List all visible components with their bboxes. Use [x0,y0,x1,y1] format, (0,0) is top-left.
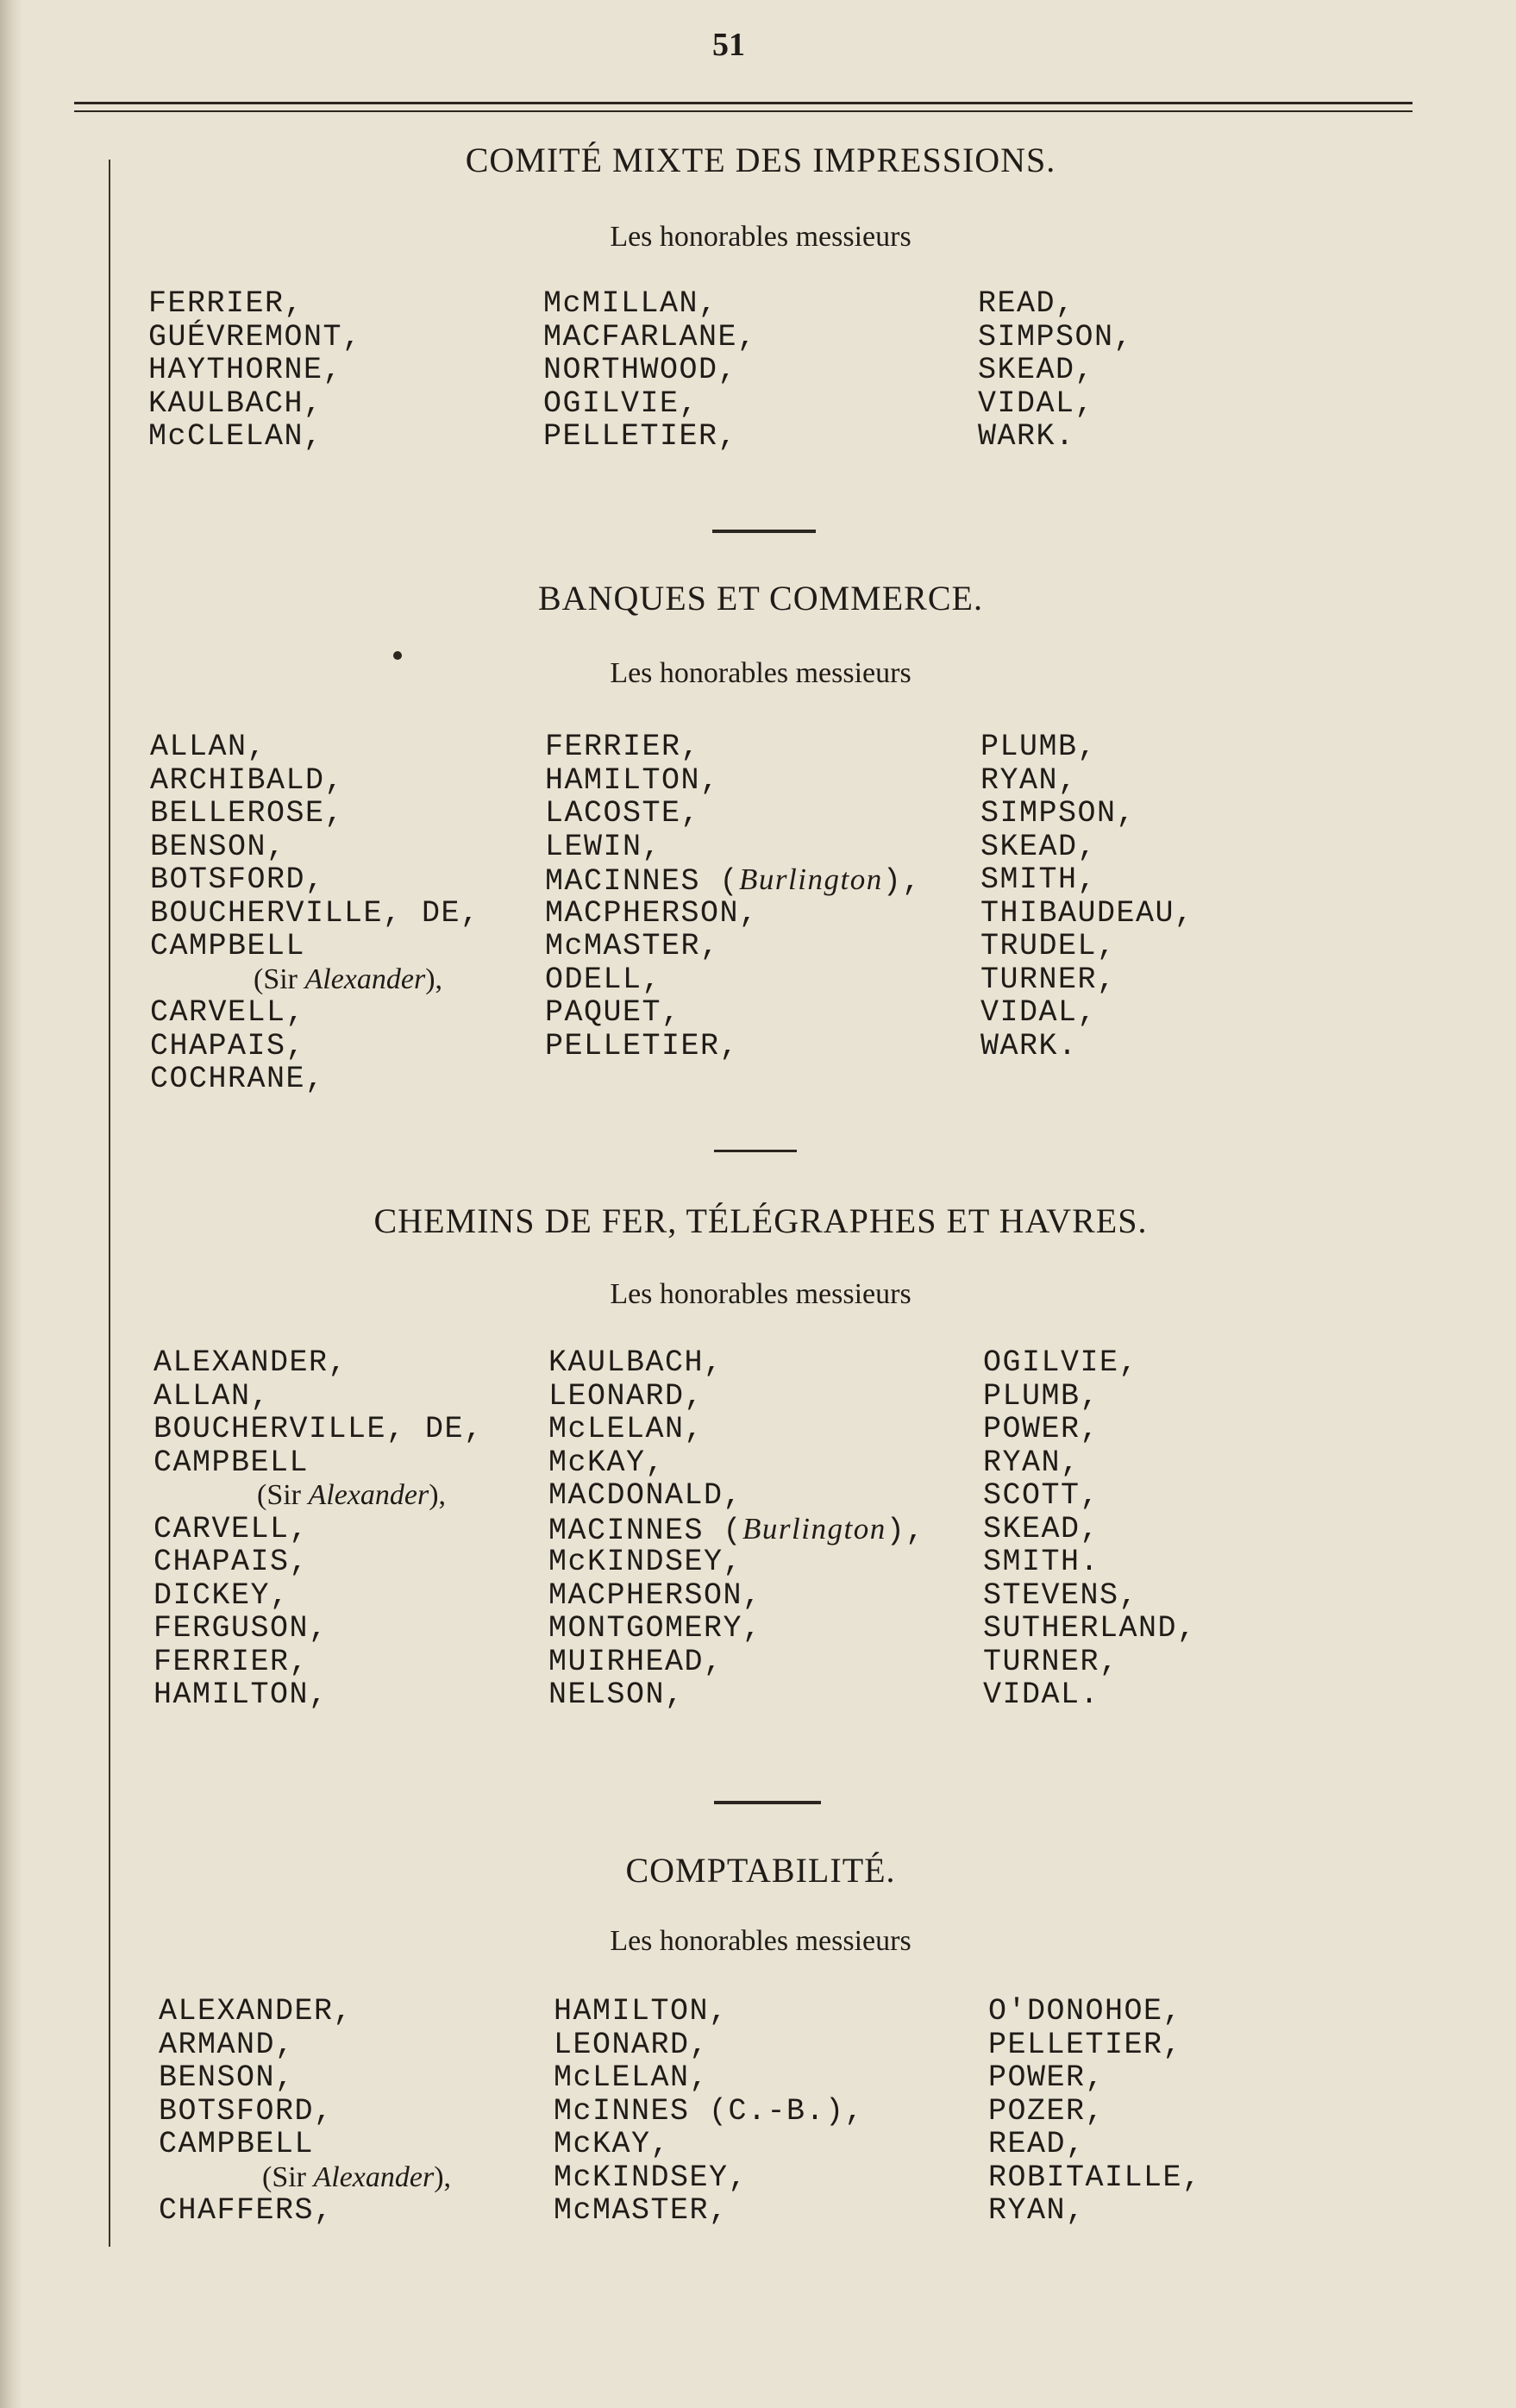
member-name: SIMPSON, [978,319,1134,354]
header-rule [74,102,1413,104]
member-name: PLUMB, [980,730,1098,764]
member-name: KAULBACH, [148,386,323,421]
member-name: McINNES (C.-B.), [554,2093,865,2129]
member-name: SMITH. [983,1545,1100,1579]
member-name: CAMPBELL [150,929,306,963]
member-name: TURNER, [980,962,1117,997]
comptabilite-column-3 [988,1995,1202,2228]
member-name: WARK. [978,419,1075,454]
member-name: PAQUET, [545,995,681,1030]
member-name: PELLETIER, [543,419,738,454]
member-name: MACFARLANE, [543,319,757,354]
section-divider [712,530,816,533]
member-name: VIDAL, [978,386,1095,421]
member-name: BOTSFORD, [150,862,325,897]
member-name: FERGUSON, [153,1611,329,1646]
member-name: LEWIN, [545,829,662,864]
member-name: MACINNES (Burlington), [545,862,922,899]
member-name: VIDAL. [983,1677,1100,1712]
member-name: HAMILTON, [554,1994,729,2029]
member-name: OGILVIE, [543,386,699,421]
section-subtitle-chemins-de-fer: Les honorables messieurs [610,1278,911,1310]
member-name: BENSON, [150,829,286,864]
comptabilite-column-2 [554,1995,864,2228]
member-name: ROBITAILLE, [988,2160,1202,2195]
member-name: CHAPAIS, [150,1028,306,1063]
member-name: BOUCHERVILLE, DE, [150,895,480,931]
member-name: CAMPBELL [159,2127,315,2161]
member-name: SMITH, [980,862,1098,897]
member-name: TRUDEL, [980,929,1117,963]
member-name: THIBAUDEAU, [980,895,1194,931]
member-name: STEVENS, [983,1577,1139,1613]
member-name: ARMAND, [159,2027,295,2062]
member-name: McLELAN, [554,2060,710,2095]
member-name: SIMPSON, [980,796,1137,831]
member-name: McKAY, [548,1445,666,1480]
chemins-column-1 [153,1346,484,1712]
member-name: ALLAN, [150,730,267,764]
member-name: BENSON, [159,2060,295,2095]
member-name: ALLAN, [153,1378,271,1414]
member-name: McLELAN, [548,1412,705,1446]
section-subtitle-comptabilite: Les honorables messieurs [610,1925,911,1957]
page-number: 51 [712,27,745,63]
member-name: (Sir Alexander), [257,1479,447,1511]
member-name: LEONARD, [548,1378,705,1414]
member-name: CAMPBELL [153,1445,310,1480]
member-name: SCOTT, [983,1478,1100,1513]
section-divider [714,1150,797,1152]
member-name: SKEAD, [983,1511,1100,1546]
member-name: VIDAL, [980,995,1098,1030]
member-name: MONTGOMERY, [548,1611,762,1646]
member-name: HAMILTON, [545,762,720,798]
section-subtitle-impressions: Les honorables messieurs [610,221,911,253]
member-name: RYAN, [980,762,1078,798]
member-name: WARK. [980,1028,1078,1063]
member-name: BOTSFORD, [159,2093,334,2129]
member-name: CARVELL, [153,1511,310,1546]
section-title-comptabilite: COMPTABILITÉ. [625,1851,896,1890]
chemins-column-2 [548,1346,925,1712]
member-name: PLUMB, [983,1378,1100,1414]
member-name: LEONARD, [554,2027,710,2062]
member-name: SKEAD, [978,353,1095,387]
chemins-column-3 [983,1346,1197,1712]
member-name: HAYTHORNE, [148,353,343,387]
member-name: MACPHERSON, [548,1577,762,1613]
member-name: NORTHWOOD, [543,353,738,387]
impressions-column-2 [543,287,757,454]
member-name: McKINDSEY, [548,1545,743,1579]
banques-column-3 [980,731,1194,1063]
impressions-column-3 [978,287,1133,454]
member-name: McMILLAN, [543,286,718,321]
member-name: McCLELAN, [148,419,323,454]
member-name: COCHRANE, [150,1062,325,1096]
member-name: READ, [988,2127,1086,2161]
banques-column-1 [150,731,480,1096]
section-title-chemins-de-fer: CHEMINS DE FER, TÉLÉGRAPHES ET HAVRES. [373,1201,1148,1240]
member-name: ARCHIBALD, [150,762,345,798]
member-name: FERRIER, [153,1644,310,1679]
section-subtitle-banques: Les honorables messieurs [610,657,911,689]
member-name: PELLETIER, [988,2027,1183,2062]
member-name: (Sir Alexander), [262,2160,452,2193]
member-name: POZER, [988,2093,1106,2129]
member-name: CARVELL, [150,995,306,1030]
member-name: GUÉVREMONT, [148,319,362,354]
banques-column-2 [545,731,922,1063]
impressions-column-1 [148,287,362,454]
member-name: POWER, [983,1412,1100,1446]
member-name: FERRIER, [148,286,304,321]
section-title-impressions: COMITÉ MIXTE DES IMPRESSIONS. [465,141,1056,179]
member-name: LACOSTE, [545,796,701,831]
member-name: RYAN, [988,2193,1086,2228]
member-name: HAMILTON, [153,1677,329,1712]
member-name: CHAPAIS, [153,1545,310,1579]
member-name: OGILVIE, [983,1345,1139,1380]
member-name: SKEAD, [980,829,1098,864]
member-name: NELSON, [548,1677,685,1712]
header-rule-thin [74,110,1413,112]
member-name: MACDONALD, [548,1478,743,1513]
member-name: POWER, [988,2060,1106,2095]
member-name: FERRIER, [545,730,701,764]
member-name: McMASTER, [545,929,720,963]
member-name: MACPHERSON, [545,895,759,931]
section-title-banques: BANQUES ET COMMERCE. [538,579,983,618]
member-name: CHAFFERS, [159,2193,334,2228]
member-name: (Sir Alexander), [254,963,443,995]
comptabilite-column-1 [159,1995,451,2228]
member-name: McMASTER, [554,2193,729,2228]
member-name: READ, [978,286,1075,321]
member-name: ALEXANDER, [159,1994,354,2029]
member-name: DICKEY, [153,1577,290,1613]
member-name: PELLETIER, [545,1028,740,1063]
member-name: RYAN, [983,1445,1081,1480]
member-name: BELLEROSE, [150,796,345,831]
member-name: ODELL, [545,962,662,997]
section-divider [714,1801,821,1804]
member-name: KAULBACH, [548,1345,724,1380]
member-name: McKAY, [554,2127,671,2161]
member-name: ALEXANDER, [153,1345,348,1380]
member-name: O'DONOHOE, [988,1994,1183,2029]
member-name: McKINDSEY, [554,2160,749,2195]
member-name: BOUCHERVILLE, DE, [153,1412,484,1446]
member-name: SUTHERLAND, [983,1611,1197,1646]
page-edge-shadow [0,0,22,2408]
member-name: MUIRHEAD, [548,1644,724,1679]
member-name: MACINNES (Burlington), [548,1511,925,1548]
member-name: TURNER, [983,1644,1119,1679]
